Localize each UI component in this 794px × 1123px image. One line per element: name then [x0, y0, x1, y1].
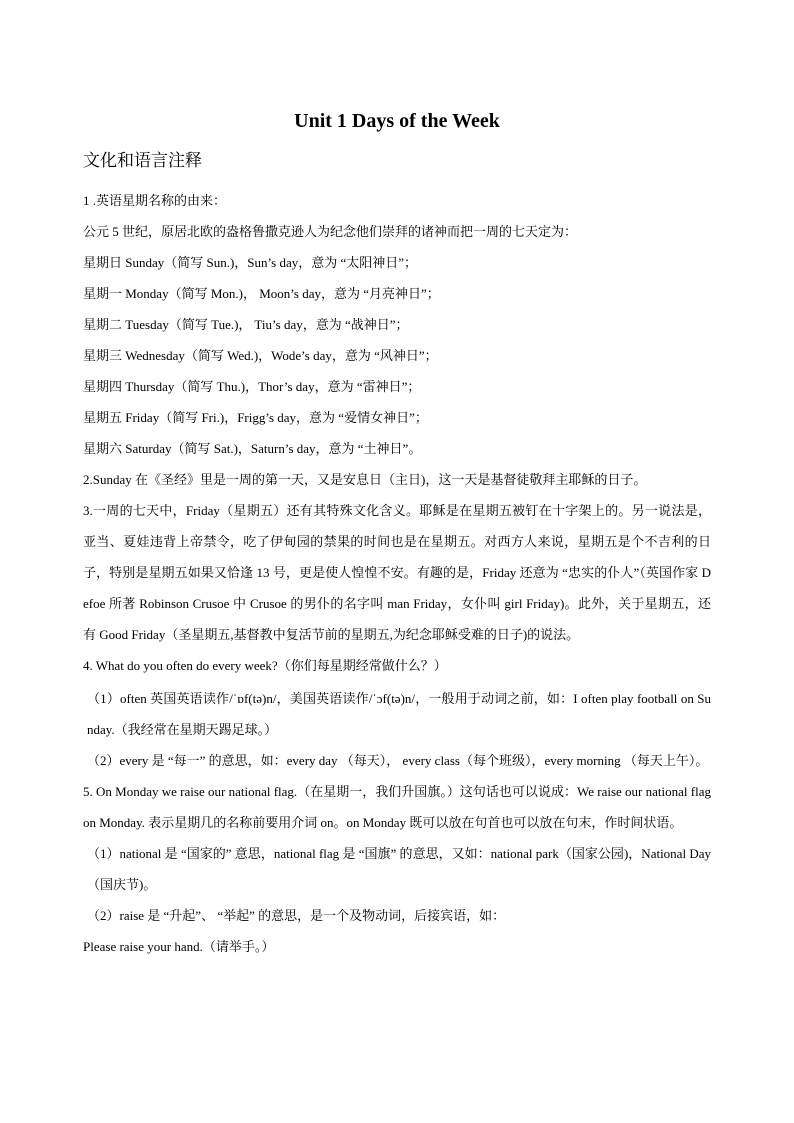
day-wednesday: 星期三 Wednesday（简写 Wed.)，Wode’s day，意为 “风神日”； — [83, 348, 438, 363]
item-5-note-2: （2）raise 是 “升起”、 “举起” 的意思，是一个及物动词，后接宾语，如： — [87, 908, 506, 923]
item-1-intro: 公元 5 世纪，原居北欧的盎格鲁撒克逊人为纪念他们崇拜的诸神而把一周的七天定为： — [83, 224, 578, 239]
day-sunday: 星期日 Sunday（简写 Sun.)，Sun’s day，意为 “太阳神日”； — [83, 255, 418, 270]
item-4-note-2: （2）every 是 “每一” 的意思，如：every day （每天）， every class（每个班级），every morning （每天上午）。 — [87, 753, 709, 768]
day-thursday: 星期四 Thursday（简写 Thu.)，Thor’s day，意为 “雷神日”； — [83, 379, 421, 394]
document-body — [83, 185, 711, 962]
item-5-note-1: （1）national 是 “国家的” 意思，national flag 是 “国旗” 的意思，又如：national park（国家公园)，National Day（国庆节)。 — [87, 846, 711, 892]
item-2: 2.Sunday 在《圣经》里是一周的第一天，又是安息日（主日)，这一天是基督徒敬拜主耶稣的日子。 — [83, 472, 647, 487]
day-saturday: 星期六 Saturday（简写 Sat.)，Saturn’s day，意为 “土神日”。 — [83, 441, 422, 456]
day-friday: 星期五 Friday（简写 Fri.)，Frigg’s day，意为 “爱情女神日”； — [83, 410, 428, 425]
day-monday: 星期一 Monday（简写 Mon.)， Moon’s day，意为 “月亮神日”； — [83, 286, 440, 301]
item-5-example: Please raise your hand.（请举手。） — [83, 939, 275, 954]
section-heading: 文化和语言注释 — [83, 151, 202, 171]
item-4-note-1: （1）often 英国英语读作/ˈɒf(tə)n/，美国英语读作/ˈɔf(tə)n/，一般用于动词之前，如：I often play football on Sunday.（我经常在星期天踢足球。） — [87, 691, 711, 737]
day-tuesday: 星期二 Tuesday（简写 Tue.)， Tiu’s day，意为 “战神日”； — [83, 317, 409, 332]
item-3: 3.一周的七天中，Friday（星期五）还有其特殊文化含义。耶稣是在星期五被钉在十字架上的。另一说法是，亚当、夏娃违背上帝禁令，吃了伊甸园的禁果的时间也是在星期五。对西方人来说，星期五是个不吉利的日子，特别是星期五如果又恰逢 13 号，更是使人惶惶不安。有趣的是，Friday 还意为 “忠实的仆人”（英国作家 Defoe 所著 Robinson Crusoe 中 Crusoe 的男仆的名字叫 man Friday，女仆叫 girl Friday)。此外，关于星期五，还有 Good Friday（圣星期五,基督教中复活节前的星期五,为纪念耶稣受难的日子)的说法。 — [83, 503, 711, 642]
document-title: Unit 1 Days of the Week — [294, 110, 500, 132]
item-1-heading: 1 .英语星期名称的由来： — [83, 193, 227, 208]
item-4-question: 4. What do you often do every week?（你们每星期经常做什么？） — [83, 658, 447, 673]
item-5: 5. On Monday we raise our national flag.（在星期一，我们升国旗。）这句话也可以说成：We raise our national flag on Monday. 表示星期几的名称前要用介词 on。on Monday 既可以放在句首也可以放在句末，作时间状语。 — [83, 784, 711, 830]
